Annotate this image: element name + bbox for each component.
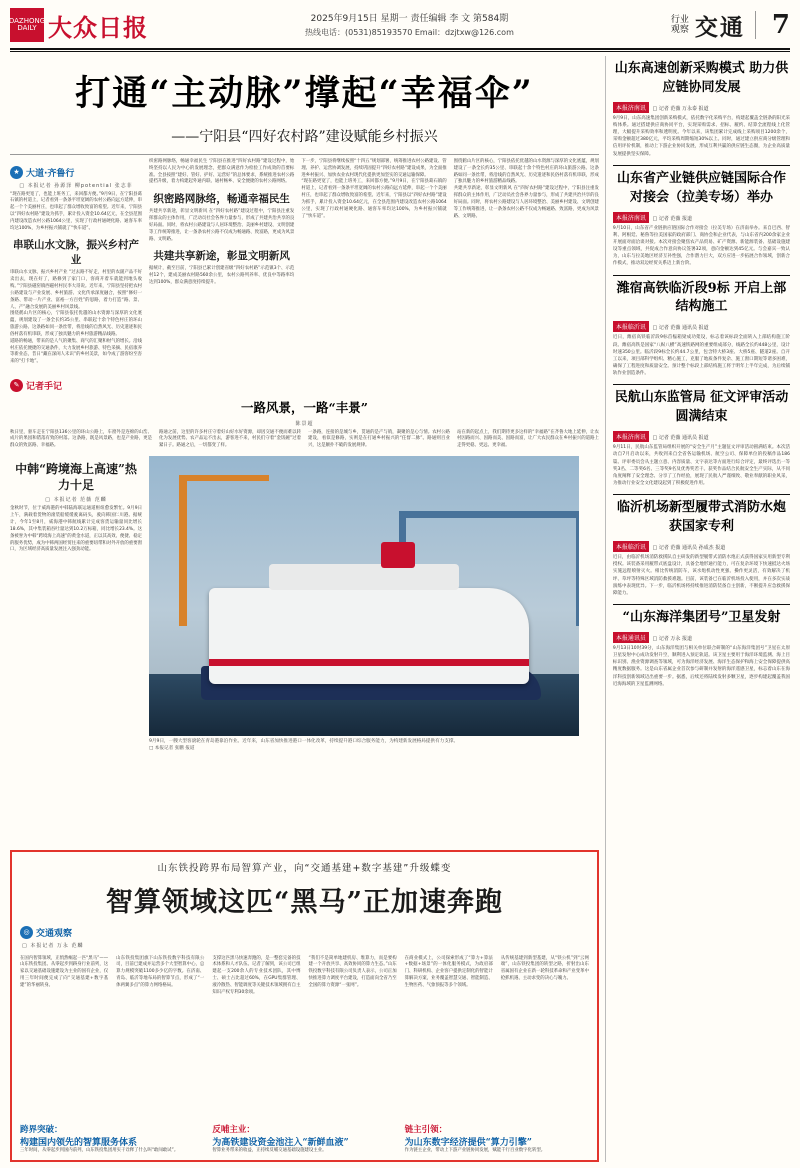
footer-head: 反哺主业： [212, 1125, 255, 1136]
sidebar-article-meta: 本报济南讯 □ 记者 范薇 报道 [613, 212, 790, 223]
sidebar-article-meta: 本报临沂讯 □ 记者 范薇 通讯员 孙成杰 报道 [613, 541, 790, 552]
sidebar-article [613, 609, 790, 688]
lead-paragraph: “现在路更宽了，也能上班务工，来回都方便。”9月9日，在宁阳县葛石镇的村道上，记者看到一条条平坦宽阔的农村公路向远方延伸，串起一个个美丽村庄，也串起了群众增收致富的希望。近年来，宁阳县以“四好农村路”建设为抓手，累计投入资金10.64亿元，在全县范围内建设改造农村公路1064公里，实现了行政村通硬化路、通客车率均达100%，为乡村振兴铺就了“快车道”。 [10, 191, 142, 231]
sidebar-article [613, 499, 790, 597]
lead-paragraph: 道路的畅通，带来的是人气的聚集、商气的汇聚和财气的增长。沿线村庄依托便捷的交通条件，大力发展乡村旅游、特色采摘、民宿康养等新业态，昔日“藏在深闺人未识”的乡村美景，如今成了游客纷至沓来的“打卡地”。 [10, 338, 142, 365]
observe-icon: ◎ [20, 926, 33, 939]
sidebar-article-meta: 本报济南讯 □ 记者 范薇 通讯员 报道 [613, 431, 790, 442]
reporter-note [10, 372, 599, 450]
news-photo [149, 456, 579, 736]
feature-paragraph: 在国内智算领域，正悄然崛起一匹“黑马”——山东铁投集团。从零起步到跻身行业前列，这家以交通基础设施建设为主业的国有企业，仅用三年时间便完成了向“交通基建+数字基建”的华丽转身。 [20, 955, 109, 988]
note-paragraph: 路通之前，这里的许多村庄守着好山好水好资源，却因交通不便而难以转化为发展优势。农产品运不出去，游客进不来，村民们守着“金饭碗”过着紧日子。路通之后，一切都变了样。 [158, 429, 301, 449]
lead-paragraph: 织密路网脉络，畅通幸福民生 宁阳县在推进“四好农村路”建设过程中，始终坚持以人民为中心的发展理念，把群众满意作为检验工作成效的首要标准。全县按照“建好、管好、护好、运营好”的总体要求，系统推进农村公路提档升级，着力构建起外通内联、通村畅乡、安全便捷的农村公路网络。 [149, 159, 295, 185]
lead-paragraph: 围绕鹤山片区的核心，宁阳县依托优越的山水资源与深厚的文化底蕴，规划建设了一条全长约35公里、串联起十余个特色村庄的环山旅游公路。这条路如同一条丝带，将沿线的自然风光、历史遗迹和民俗村落有机串联，形成了独具魅力的乡村旅游精品线路。 [10, 311, 142, 337]
footer-sub: 为高铁建设资金池注入“新鲜血液” [212, 1138, 349, 1149]
photo-credit: □ 本报记者 张鹏 报道 [149, 745, 195, 751]
dateline-tag: 本报济南讯 [613, 102, 649, 113]
footer-head: 跨界突破： [20, 1125, 63, 1136]
feature-footer-item [405, 1123, 589, 1155]
sidebar-article-body: 9月10日，山东省产业链供应链国际合作对接会（拉美专场）在济南举办。来自巴西、智利、阿根廷、秘鲁等拉美国家的政府部门、商协会和企业代表，与山东省内200余家企业开展面对面洽谈对接。本次对接会聚焦农产品贸易、矿产资源、新能源装备、基础设施建设等重点领域，共促成合作意向协议签署32项，意向金额达到45亿元。与会嘉宾一致认为，山东与拉美地区经济互补性强，合作潜力巨大，双方应进一步拓展合作领域，创新合作模式，推动双边经贸关系迈上新台阶。 [612, 225, 790, 267]
ship-stripe [209, 659, 529, 666]
lead-paragraph: 共建共享新途，彰显文明新风 在“四好农村路”建设过程中，宁阳县注重发挥群众的主体作用，广泛动员社会各界力量参与，形成了共建共治共享的良好局面。同时，将农村公路建设与人居环境整治、美丽乡村建设、文明创建等工作统筹推进，让一条条农村公路不仅成为畅通路、致富路，更成为风景路、文明路。 [149, 209, 295, 242]
lead-headline: 打通“主动脉”撑起“幸福伞” [75, 73, 534, 114]
masthead [0, 0, 800, 46]
note-author: 陈景超 [295, 420, 314, 427]
sidebar-article-title: 山东省产业链供应链国际合作 对接会（拉美专场）举办 [616, 170, 786, 205]
feature-footer-item [212, 1123, 396, 1155]
lead-section-1: 串联山水文脉，振兴乡村产业 [13, 239, 139, 267]
lead-section-2: 织密路网脉络，畅通幸福民生 [153, 193, 290, 206]
sidebar-divider [613, 384, 790, 385]
lead-col-2 [149, 159, 294, 366]
logo-title: 大众日报 [48, 12, 148, 42]
note-paragraph: 秋日里，驱车走在宁阳县136公里的环山公路上，车窗外是连绵的山峦、成片的果园和错落有致的村落。这条路，既是风景路，也是产业路，更是群众的致富路、幸福路。 [10, 429, 152, 449]
sidebar-article [613, 170, 790, 268]
feature-paragraph: 在商业模式上，公司探索形成了“算力+算法+数据+场景”的一体化服务模式，为政府部门、科研机构、企业客户提供定制化的智能计算解决方案，业务覆盖智慧交通、智能制造、生物医药、气象预报等多个领域。 [404, 955, 493, 988]
section-small: 行业 观察 [670, 14, 689, 35]
sidebar-divider [613, 165, 790, 166]
sidebar-article-body: 近日，由临沂机场消防救援队自主研发的新型履带式消防水炮正式获得国家实用新型专利授权。该装备采用履带式底盘设计，具备全地形通行能力，可在复杂环境下快速抵达火场实施远程喷射灭火。相比传统消防车，该水炮机动性更强、操作更灵活，有效解决了机坪、草坪等特殊区域消防救援难题。目前，该装备已在临沂机场投入使用，并在多次实战演练中表现优异。下一步，临沂机场将持续推进消防装备自主创新，不断提升应急救援保障能力。 [612, 554, 790, 596]
feature-paragraph: 从传统基建到新型基建，从“铁公机”到“云网端”，山东铁投集团的转型之路，折射出山东省属国有企业在新一轮科技革命和产业变革中抢抓机遇、主动求变的决心与魄力。 [500, 955, 589, 981]
note-tag: ✎ 记者手记 [10, 379, 62, 392]
lead-byline: □ 本报记者 孙源泽 柳potential 张志菲 [19, 182, 133, 189]
page-number: 7 [771, 10, 790, 40]
dateline-tag: 本报通讯员 [613, 632, 649, 643]
mini-article [10, 456, 142, 753]
sidebar-article-body: 近日，潍宿高铁临沂段9标首榀箱梁成功架设，标志着该标段全面转入上部结构施工阶段。潍宿高铁是国家“八纵八横”高速铁路网的重要组成部分，线路全长约448公里，设计时速350公里。临沂段9标全长约44.7公里，包含特大桥3座、大桥5座、隧道2座。自开工以来，项目部科学组织、精心施工，克服了地质条件复杂、施工窗口期短等诸多困难，确保了工程进度和质量安全。预计整个标段上部结构施工将于明年上半年完成，为后续铺轨作业创造条件。 [612, 335, 790, 377]
sidebar-article-title: 潍宿高铁临沂段9标 开启上部结构施工 [616, 280, 787, 315]
lead-paragraph: 围绕鹤山片区的核心，宁阳县依托优越的山水资源与深厚的文化底蕴，规划建设了一条全长约35公里、串联起十余个特色村庄的环山旅游公路。这条路如同一条丝带，将沿线的自然风光、历史遗迹和民俗村落有机串联，形成了独具魅力的乡村旅游精品线路。 [453, 159, 599, 185]
sidebar-article-title: 山东高速创新采购模式 助力供应链协同发展 [614, 61, 789, 95]
dateline-tag: 本报临沂讯 [613, 541, 649, 552]
sidebar-article-title: “山东海洋集团号”卫星发射 [622, 610, 781, 626]
sidebar-article-title: 临沂机场新型履带式消防水炮 获国家专利 [616, 500, 786, 535]
footer-head: 链主引领： [404, 1125, 448, 1136]
tag-icon: ★ [10, 166, 23, 179]
feature-paragraph: 山东铁投集团旗下山东铁投数字科技有限公司，目前已建成并运营多个大型智算中心，总算力规模突破1100多少亿的字数。在济南、青岛、临沂等地布局的智算节点，形成了“一体两翼多点”的算力网络格局。 [116, 955, 205, 988]
lead-col-4 [454, 159, 599, 366]
footer-sub: 构建国内领先的智算服务体系 [20, 1138, 138, 1149]
section-header [671, 9, 790, 42]
sidebar-article [613, 280, 790, 378]
page-body [0, 52, 800, 1162]
sidebar-article-meta: 本报通讯员 □ 记者 万永 报道 [613, 632, 790, 643]
feature-footer-item [20, 1123, 204, 1155]
note-paragraph: 站在新的起点上，我们期待更多这样的“幸福路”在齐鲁大地上延伸，让农村因路而兴、因路而美、因路而富，让广大农民群众在乡村振兴的道路上走得更稳、更远、更幸福。 [456, 429, 599, 449]
photo-row [10, 456, 599, 753]
footer-body: 作为链主企业，带动上下游产业链协同发展，赋能千行百业数字化转型。 [404, 1148, 546, 1154]
note-title: 一路风景，一路“丰景” [241, 399, 368, 415]
issue-date: 2025年9月15日 星期一 责任编辑 李 文 第584期 [310, 14, 509, 25]
lead-paragraph: 串联山水文脉，振兴乡村产业 “过去路不好走，村里的农副产品不好卖出去，现在好了，路修到了家门口，客商开着车就能到地头收购。”宁阳县磁窑镇西磁村村民李大哥说。近年来，宁阳县坚持把农村公路建设与产业发展、乡村旅游、文化传承深度融合，按照“修好一条路、带动一片产业、富裕一方百姓”的思路，着力打造“路、景、人、产”融合发展的美丽乡村风景线。 [10, 270, 142, 310]
dateline-tag: 本报济南讯 [613, 212, 649, 223]
crane-arm [179, 475, 269, 481]
sidebar-column [605, 56, 790, 1162]
feature-footers [20, 1123, 589, 1155]
sidebar-article-body: 9月9日，山东高速集团创新采购模式，依托数字化采购平台，构建起覆盖全链条的阳光采购体系。通过搭建供应商协同平台，实现采购需求、招标、履约、结算全流程线上化管理，大幅提升采购效率和透明度。今年以来，该集团累计完成线上采购项目1200余个，采购金额超过380亿元，平均采购周期缩短30%以上。同时，通过建立供应商分级管理和信用评价机制，推动上下游企业协同发展，形成互利共赢的供应链生态圈，为企业高质量发展提供坚实保障。 [612, 115, 790, 157]
newspaper-logo [10, 8, 148, 43]
ship-body [209, 588, 529, 684]
feature-title: 智算领域这匹“黑马”正加速奔跑 [105, 887, 503, 918]
feature-byline: □ 本报记者 万永 范麟 [22, 942, 84, 949]
lead-paragraph: 下一步，宁阳县将继续按照“十四五”规划部署，统筹推进农村公路建设、管理、养护、运营协调发展，持续巩固提升“四好农村路”建设成果，为全面推进乡村振兴、加快农业农村现代化提供更加坚实的交通运输保障。 [301, 159, 447, 178]
feature-article [10, 850, 599, 1162]
masthead-rule [10, 48, 790, 50]
masthead-info [148, 10, 671, 39]
sidebar-article-title: 民航山东监管局 征文评审活动圆满结束 [614, 390, 789, 425]
lead-paragraph: “现在路更宽了，也能上班务工，来回都方便。”9月9日，在宁阳县葛石镇的村道上，记者看到一条条平坦宽阔的农村公路向远方延伸，串起一个个美丽村庄，也串起了群众增收致富的希望。近年来，宁阳县以“四好农村路”建设为抓手，累计投入资金10.64亿元，在全县范围内建设改造农村公路1064公里，实现了行政村通硬化路、通客车率均达100%，为乡村振兴铺就了“快车道”。 [301, 179, 447, 219]
sidebar-divider [613, 494, 790, 495]
mini-article-title: 中韩“跨境海上高速”热力十足 [15, 462, 137, 493]
dateline-tag: 本报临沂讯 [613, 321, 649, 332]
photo-caption: 9月9日，一艘大型客滚轮在青岛港靠泊作业。近年来，山东省加快推进港口一体化改革，持续提升港口综合服务能力，为构建新发展格局提供有力支撑。 [149, 739, 459, 745]
section-name: 交通 [694, 13, 745, 41]
feature-paragraph: 支撑这匹黑马快速奔跑的，是一整套完备的技术体系和人才队伍。记者了解到，该公司已组建起一支200余人的专业技术团队，其中博士、硕士占比超过60%，在GPU集群管理、液冷散热、智能调度等关键技术领域拥有自主知识产权专利30余项。 [212, 955, 301, 995]
sidebar-article-meta: 本报临沂讯 □ 记者 范薇 通讯员 报道 [613, 321, 790, 332]
lead-divider [10, 154, 599, 155]
sidebar-article [613, 60, 790, 158]
mini-article-body: 金秋时节，位于威海港的中韩陆海联运通道枢纽愈发繁忙。9月9日上午，满载着货物的滚装船缓缓驶离码头，驶向韩国仁川港。据统计，今年1至8月，威海港中韩航线累计完成客货运输量同比增长18.6%，其中集装箱吞吐量达到10.2万标箱，同比增长23.4%。这条被誉为中韩“跨境海上高速”的黄金水道，正以其高效、便捷、稳定的服务优势，成为中韩两国经贸往来的重要纽带和对外开放的重要窗口，为区域经济高质量发展注入强劲动能。 [10, 506, 142, 553]
sidebar-article-body: 9月13日10时39分，山东海洋集团与相关单位联合研制的“山东海洋集团号”卫星在太原卫星发射中心成功发射升空，顺利进入预定轨道。该卫星主要用于海洋环境监测、海上目标识别、渔业资源调查等领域，可为海洋经济发展、海洋生态保护和海上安全保障提供高精度数据服务。这是山东省属企业首次参与研制并发射的海洋遥感卫星，标志着山东在海洋科技创新领域迈出重要一步。据悉，后续还将陆续发射多颗卫星，逐步构建起覆盖我国近海海域的卫星监测网络。 [612, 645, 790, 687]
feature-tag: ◎ 交通观察 [20, 926, 72, 939]
lead-paragraph: 据统计，截至目前，宁阳县已累计创建省级“四好农村路”示范镇3个、示范村12个，建成美丽农村路560余公里，农村公路列养率、优良中等路率均达到100%，群众满意度持续提升。 [149, 266, 295, 286]
sidebar-article [613, 389, 790, 487]
crane-icon [179, 476, 187, 626]
main-column [10, 56, 599, 1162]
ship-superstructure [269, 564, 459, 590]
mini-article-byline: □ 本报记者 范薇 范麟 [45, 497, 107, 504]
feature-columns [20, 956, 589, 997]
sidebar-divider [613, 604, 790, 605]
divider [755, 11, 756, 39]
footer-body: 三年时间，从零起步到国内前列，山东铁投集团用实干诠释了什么叫“敢闯敢试”。 [20, 1148, 179, 1154]
lead-col-1 [10, 159, 142, 366]
logo-mark: DAZHONG DAILY [10, 8, 44, 42]
feature-kicker: 山东铁投跨界布局智算产业，向“交通基建+数字基建”升级蝶变 [157, 863, 452, 874]
ship-funnel [381, 542, 415, 568]
note-paragraph: 一条路，连接的是城与乡，贯通的是产与销，凝聚的是心与情。农村公路建设，看似是修路，实则是在打通乡村振兴的“任督二脉”。路通则百业兴，这是颠扑不破的发展规律。 [307, 429, 450, 449]
pen-icon: ✎ [10, 379, 23, 392]
contact-line: 热线电话：(0531)85193570 Email：dzjtxw@126.com [305, 27, 514, 37]
sidebar-article-meta: 本报济南讯 □ 记者 范薇 万永泰 报道 [613, 102, 790, 113]
lead-subhead: ——宁阳县“四好农村路”建设赋能乡村振兴 [171, 129, 438, 145]
dateline-tag: 本报济南讯 [613, 431, 649, 442]
footer-body: 智算业务带来的收益，正持续反哺交通基础设施建设主业。 [212, 1148, 327, 1154]
column-tag: ★ 大道·齐鲁行 [10, 166, 74, 179]
sidebar-divider [613, 275, 790, 276]
lead-paragraph: 共建共享新途，彰显文明新风 在“四好农村路”建设过程中，宁阳县注重发挥群众的主体作用，广泛动员社会各界力量参与，形成了共建共治共享的良好局面。同时，将农村公路建设与人居环境整治、美丽乡村建设、文明创建等工作统筹推进，让一条条农村公路不仅成为畅通路、致富路，更成为风景路、文明路。 [453, 186, 599, 219]
photo-block [149, 456, 579, 753]
lead-section-3: 共建共享新途，彰显文明新风 [153, 250, 290, 263]
feature-paragraph: “我们不是简单地建机房、堆算力，而是要构建一个开放共享、高效协同的算力生态。”山东铁投数字科技有限公司负责人表示，公司正加快推进算力调度平台建设，打造面向全省乃至全国的算力资源“一张网”。 [308, 955, 397, 988]
sidebar-article-body: 9月11日，民航山东监管局组织开展的“安全生产月”主题征文评审活动圆满结束。本次活动自7月启动以来，共收到来自全省各运输机场、航空公司、保障单位的投稿作品186篇。评审委员会从主题立意、内容质量、文字表达等方面进行综合评定，最终评选出一等奖3名、二等奖6名、三等奖9名及优秀奖若干。获奖作品结合民航安全生产实际，从不同角度阐释了安全理念、分享了工作经验，展现了民航人严谨细致、敬业奉献的职业风采，为推动行业安全文化建设起到了积极促进作用。 [612, 445, 790, 487]
footer-sub: 为山东数字经济提供“算力引擎” [404, 1138, 532, 1149]
lead-col-3 [301, 159, 446, 366]
